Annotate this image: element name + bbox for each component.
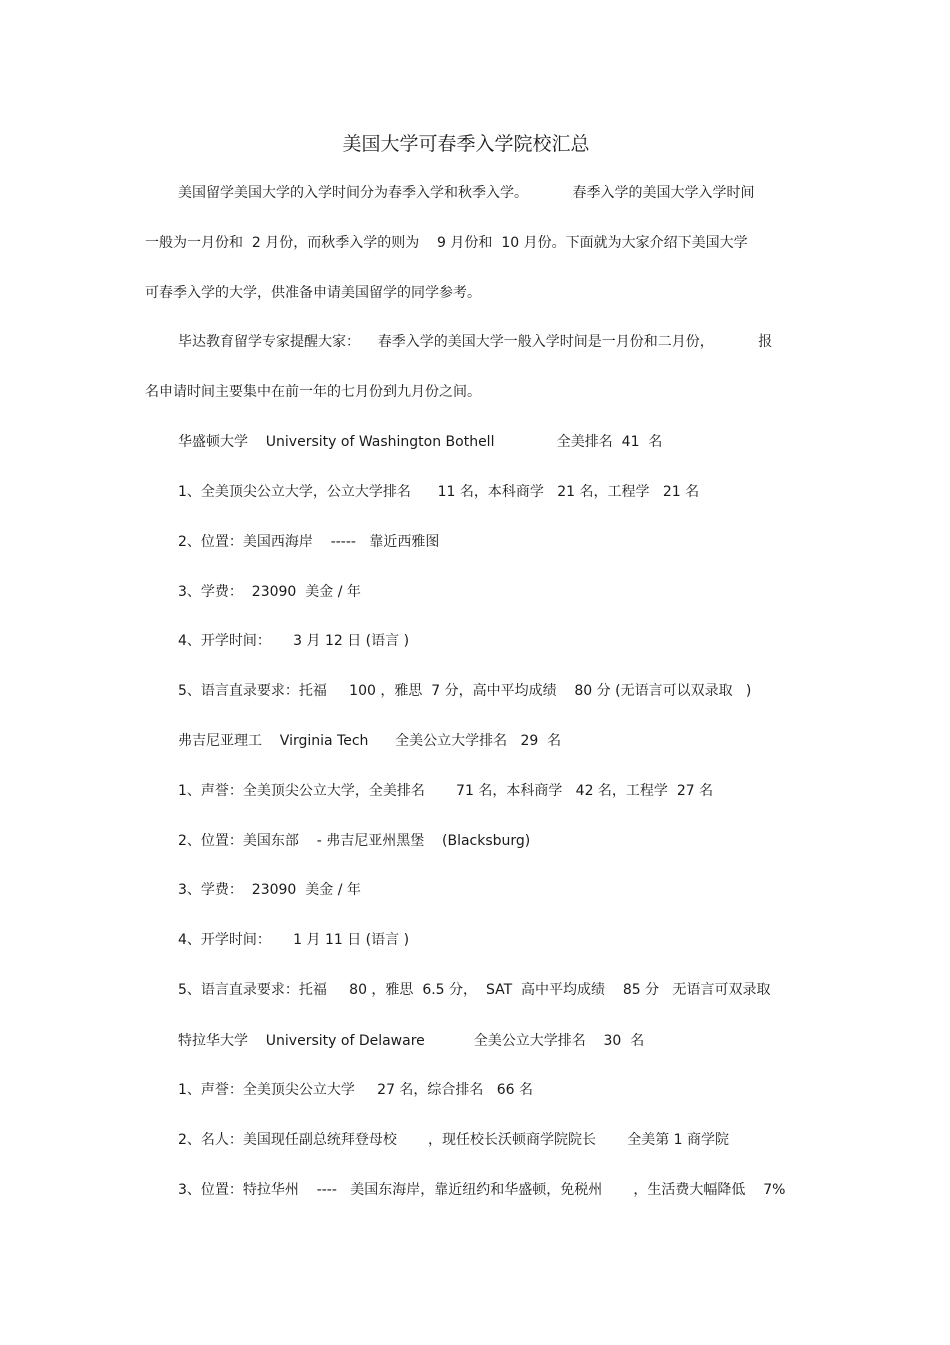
list-item: 3、位置：特拉华州 ---- 美国东海岸，靠近纽约和华盛顿，免税州 ，生活费大幅降低 7% xyxy=(178,1182,786,1198)
paragraph-line: 一般为一月份和 2 月份，而秋季入学的则为 9 月份和 10 月份。下面就为大家介绍下美国大学 xyxy=(145,235,748,251)
paragraph-line: 美国留学美国大学的入学时间分为春季入学和秋季入学。 春季入学的美国大学入学时间 xyxy=(178,185,755,201)
paragraph-line: 名申请时间主要集中在前一年的七月份到九月份之间。 xyxy=(145,384,481,400)
list-item: 2、位置：美国东部 - 弗吉尼亚州黑堡 (Blacksburg) xyxy=(178,833,531,849)
list-item: 2、名人：美国现任副总统拜登母校 ，现任校长沃顿商学院院长 全美第 1 商学院 xyxy=(178,1132,730,1148)
list-item: 5、语言直录要求：托福 80 ，雅思 6.5 分， SAT 高中平均成绩 85 分 无语言可双录取 xyxy=(178,982,771,998)
list-item: 3、学费： 23090 美金 / 年 xyxy=(178,584,361,600)
list-item: 4、开学时间： 3 月 12 日 (语言 ) xyxy=(178,633,410,649)
school-heading: 弗吉尼亚理工 Virginia Tech 全美公立大学排名 29 名 xyxy=(178,733,562,749)
list-item: 3、学费： 23090 美金 / 年 xyxy=(178,882,361,898)
list-item: 1、全美顶尖公立大学，公立大学排名 11 名，本科商学 21 名，工程学 21 名 xyxy=(178,484,700,500)
document-title: 美国大学可春季入学院校汇总 xyxy=(342,133,590,155)
list-item: 1、声誉：全美顶尖公立大学，全美排名 71 名，本科商学 42 名，工程学 27 名 xyxy=(178,783,714,799)
paragraph-line: 可春季入学的大学，供准备申请美国留学的同学参考。 xyxy=(145,285,481,301)
paragraph-line: 毕达教育留学专家提醒大家： 春季入学的美国大学一般入学时间是一月份和二月份， 报 xyxy=(178,334,773,350)
list-item: 2、位置：美国西海岸 ----- 靠近西雅图 xyxy=(178,534,440,550)
list-item: 5、语言直录要求：托福 100 ，雅思 7 分，高中平均成绩 80 分 (无语言可以双录取 ) xyxy=(178,683,752,699)
school-heading: 华盛顿大学 University of Washington Bothell 全美排名 41 名 xyxy=(178,434,663,450)
list-item: 4、开学时间： 1 月 11 日 (语言 ) xyxy=(178,932,410,948)
list-item: 1、声誉：全美顶尖公立大学 27 名，综合排名 66 名 xyxy=(178,1082,534,1098)
school-heading: 特拉华大学 University of Delaware 全美公立大学排名 30 名 xyxy=(178,1033,645,1049)
